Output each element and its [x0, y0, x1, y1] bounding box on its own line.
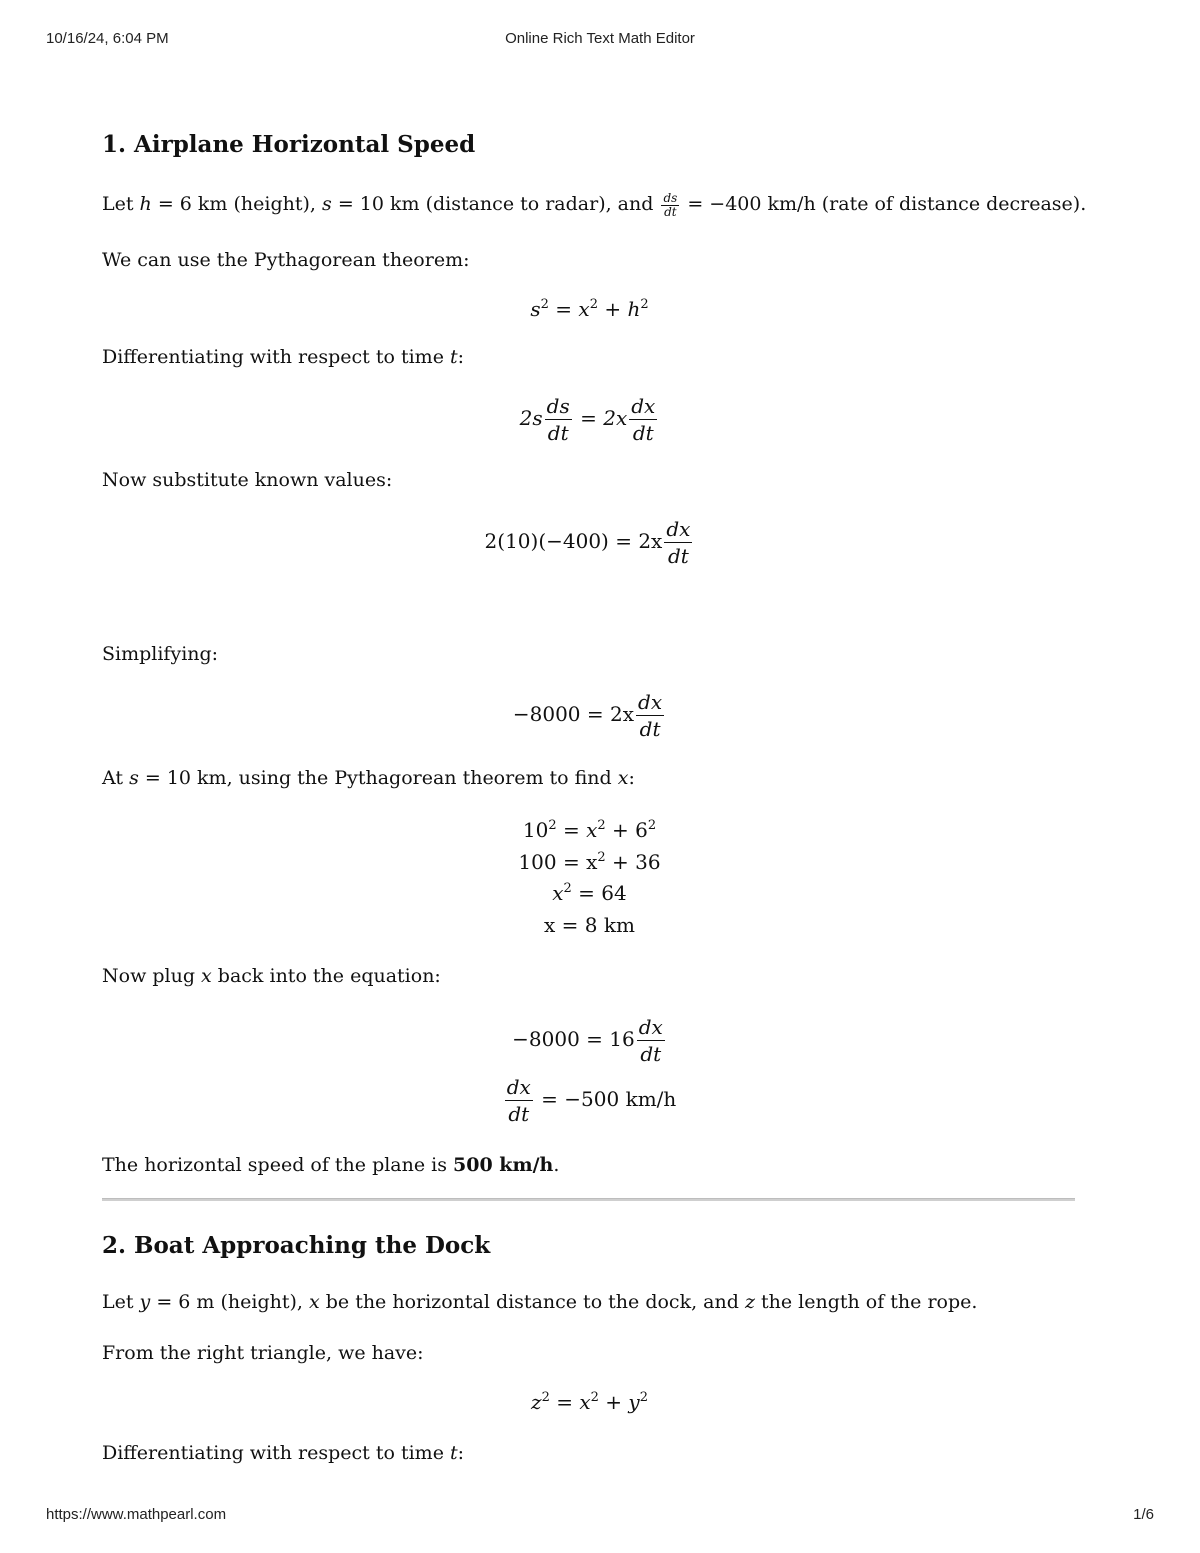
section-heading-boat: 2. Boat Approaching the Dock [102, 1232, 491, 1259]
equation-substituted: 2(10)(−400) = 2x $\frac{dx}{dt}$ [484, 517, 691, 568]
section-divider [102, 1198, 1075, 1201]
paragraph-given-values: Let h = 6 km (height), s = 10 km (distance to radar), and $\frac{ds}{dt}$ = −400 km/h (rate of distance decrease). [102, 190, 1087, 219]
section-heading-airplane: 1. Airplane Horizontal Speed [102, 131, 476, 158]
paragraph-find-x: At s = 10 km, using the Pythagorean theorem to find x: [102, 767, 635, 789]
paragraph-conclusion: The horizontal speed of the plane is 500 km/h. [102, 1154, 560, 1176]
print-datetime: 10/16/24, 6:04 PM [46, 30, 169, 47]
print-title: Online Rich Text Math Editor [505, 30, 695, 47]
equation-line: x = 8 km [544, 912, 635, 937]
equation-differentiated: 2s $\frac{ds}{dt}$ = 2x $\frac{dx}{dt}$ [519, 394, 656, 445]
equation-triangle: $z^2 = x^2 + y^2$ [531, 1390, 648, 1414]
paragraph-pythagorean: We can use the Pythagorean theorem: [102, 249, 470, 271]
paragraph-boat-given: Let y = 6 m (height), x be the horizontal distance to the dock, and z the length of the rope. [102, 1291, 978, 1313]
equation-line: $100 = x^2 + 36$ [518, 849, 661, 874]
page-number: 1/6 [1133, 1506, 1154, 1523]
paragraph-differentiate-boat: Differentiating with respect to time t: [102, 1442, 465, 1464]
equation-pythagorean: $s^2 = x^2 + h^2$ [530, 297, 649, 321]
equation-line: $x^2 = 64$ [552, 881, 627, 905]
print-url[interactable]: https://www.mathpearl.com [46, 1506, 227, 1523]
equation-simplified: −8000 = 2x $\frac{dx}{dt}$ [512, 690, 663, 741]
equation-plugged: −8000 = 16 $\frac{dx}{dt}$ [512, 1015, 663, 1066]
equation-solve-x [102, 815, 1077, 941]
paragraph-substitute: Now substitute known values: [102, 469, 393, 491]
inline-fraction-ds-dt: $\frac{ds}{dt}$ [663, 190, 678, 219]
paragraph-differentiate: Differentiating with respect to time t: [102, 346, 465, 368]
equation-result: $\frac{dx}{dt}$ = −500 km/h [506, 1075, 677, 1126]
paragraph-plug-back: Now plug x back into the equation: [102, 965, 441, 987]
paragraph-right-triangle: From the right triangle, we have: [102, 1342, 424, 1364]
equation-line: $10^2 = x^2 + 6^2$ [522, 818, 657, 842]
paragraph-simplifying: Simplifying: [102, 643, 219, 665]
